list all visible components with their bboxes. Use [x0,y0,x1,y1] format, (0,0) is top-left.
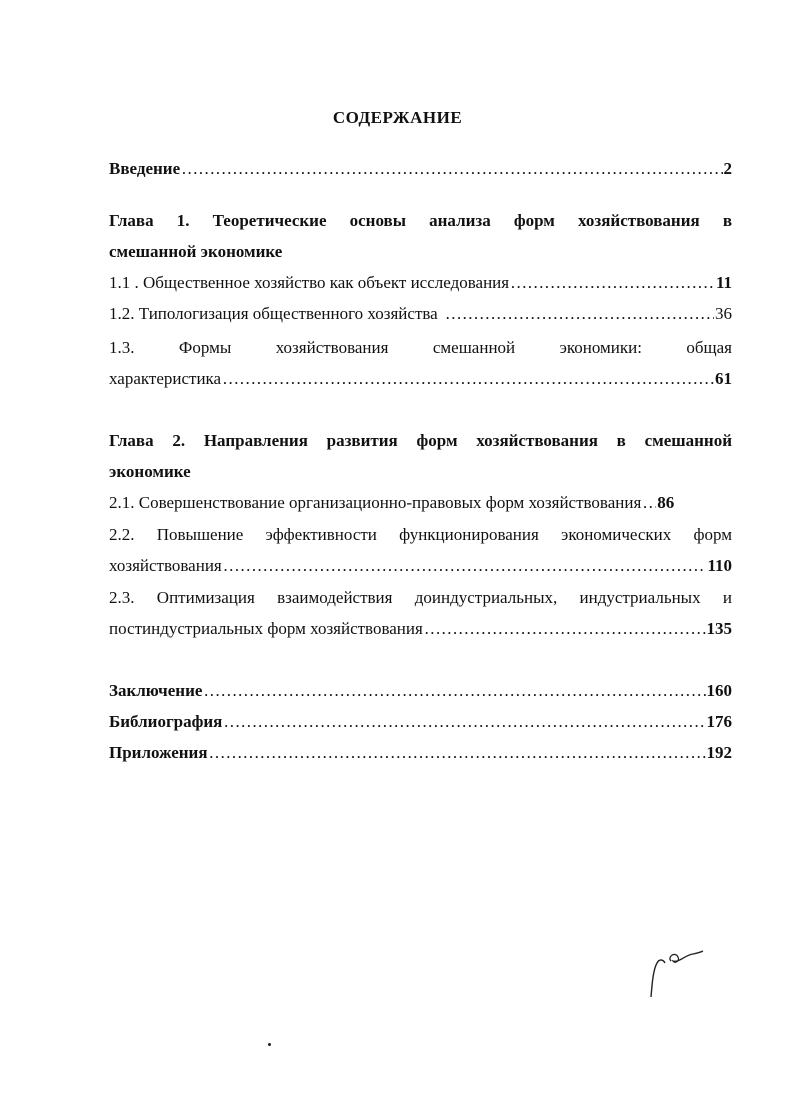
toc-label: Приложения [109,743,208,762]
toc-page-number: 176 [706,712,732,731]
toc-leader [510,272,715,294]
toc-entry-2-2-line1: 2.2. Повышение эффективности функционирования экономических форм [109,525,732,544]
toc-page-number: 110 [707,556,732,575]
scan-speck [268,1043,271,1046]
chapter-1-heading-line1: Глава 1. Теоретические основы анализа форм хозяйствования в [109,211,732,230]
toc-entry-2-2-line2 [109,555,732,577]
toc-entry-2-1 [109,492,732,514]
chapter-2-heading-line1: Глава 2. Направления развития форм хозяйствования в смешанной [109,431,732,450]
toc-entry-1-3-line1: 1.3. Формы хозяйствования смешанной экономики: общая [109,338,732,357]
chapter-2-heading-line2: экономике [109,462,191,481]
toc-label: постиндустриальных форм хозяйствования [109,619,423,638]
signature-mark [645,945,715,1005]
page-title: СОДЕРЖАНИЕ [332,108,463,127]
toc-entry-1-1 [109,272,732,294]
toc-leader [445,303,714,325]
toc-leader [181,158,722,180]
toc-page-number: 160 [706,681,732,700]
toc-label: Введение [109,159,181,178]
toc-entry-appendices [109,742,732,764]
toc-leader [209,742,706,764]
toc-entry-1-3-line2 [109,368,732,390]
toc-leader [203,680,705,702]
toc-entry-2-3-line1: 2.3. Оптимизация взаимодействия доиндустриальных, индустриальных и [109,588,732,607]
toc-label: характеристика [109,369,222,388]
toc-label: 1.1 . Общественное хозяйство как объект исследования [109,273,510,292]
toc-entry-2-3-line2 [109,618,732,640]
chapter-1-heading-line2: смешанной экономике [109,242,283,261]
toc-leader [222,368,714,390]
toc-label: 1.2. Типологизация общественного хозяйства [109,304,438,323]
toc-entry-bibliography [109,711,732,733]
toc-page-number: 192 [706,743,732,762]
toc-label: Библиография [109,712,223,731]
toc-label: 2.1. Совершенствование организационно-правовых форм хозяйствования [109,493,642,512]
toc-label: Заключение [109,681,203,700]
toc-page-number: 11 [715,273,732,292]
toc-page-number: 2 [723,159,732,178]
toc-label: хозяйствования [109,556,222,575]
toc-leader [424,618,706,640]
toc-page-number: 86 [657,493,675,512]
toc-page-number: 61 [715,369,732,388]
toc-leader [642,492,656,514]
toc-page-number: 36 [715,304,732,323]
toc-entry-1-2 [109,303,732,325]
toc-entry-conclusion [109,680,732,702]
toc-leader [223,555,707,577]
toc-page-number: 135 [706,619,732,638]
toc-entry-intro [109,158,732,180]
toc-leader [223,711,705,733]
